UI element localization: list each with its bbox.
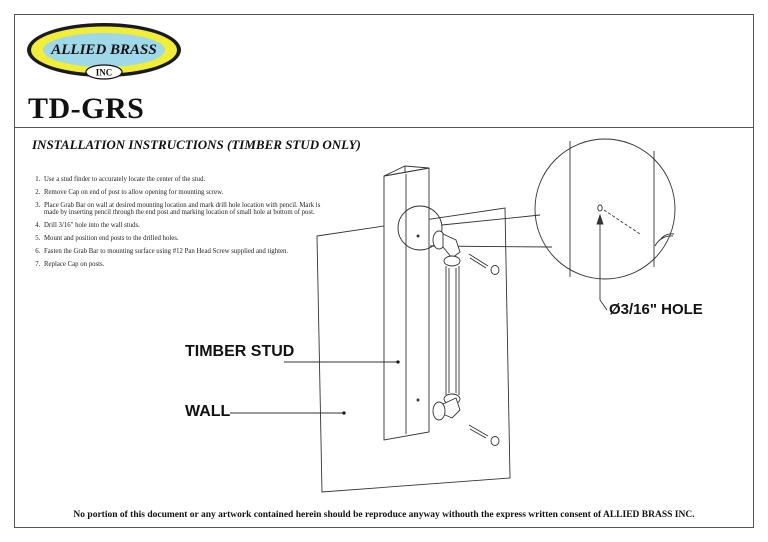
section-title: INSTALLATION INSTRUCTIONS (TIMBER STUD ONLY) [32,137,361,152]
svg-text:INC: INC [95,67,113,78]
model-title: TD-GRS [28,92,145,125]
wall-label: WALL [185,403,231,420]
svg-text:ALLIED BRASS: ALLIED BRASS [51,42,157,58]
step-item: 2. Remove Cap on end of post to allow opening for mounting screw. [42,189,332,196]
timber-stud-front [384,168,429,440]
step-item: 3. Place Grab Bar on wall at desired mounting location and mark drill hole location with pencil. Mark is made by inserting pencil through the end post and marking location of small hole at bottom of post. [42,202,332,217]
step-item: 6. Fasten the Grab Bar to mounting surface using #12 Pan Head Screw supplied and tighten. [42,248,332,255]
timber-stud-label: TIMBER STUD [185,343,295,360]
step-item: 5. Mount and position end posts to the drilled holes. [42,235,332,242]
step-item: 7. Replace Cap on posts. [42,261,332,268]
step-item: 4. Drill 3/16" hole into the wall studs. [42,222,332,229]
step-item: 1. Use a stud finder to accurately locate the center of the stud. [42,176,332,183]
hole-size-label: Ø3/16" HOLE [609,301,703,318]
copyright-notice: No portion of this document or any artwork contained herein should be reproduce anyway withouth the express written consent of ALLIED BRASS INC. [73,510,695,520]
